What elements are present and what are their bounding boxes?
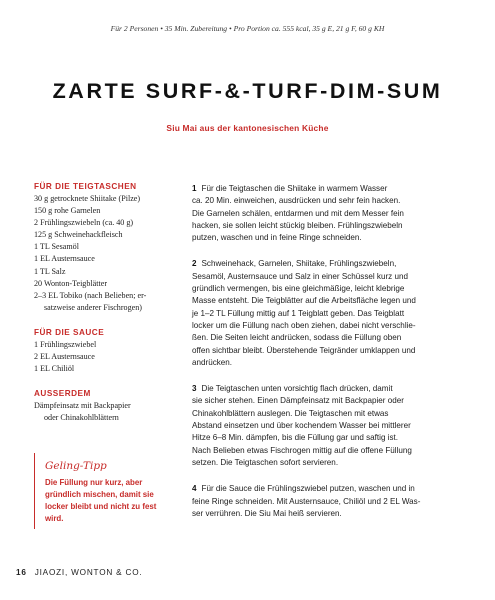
step-line: gründlich vermengen, bis eine gleichmäßige, leicht klebrige <box>192 284 405 294</box>
tip-line: gründlich mischen, damit sie <box>45 490 154 500</box>
step-line: hacken, sie sollen leicht stückig bleiben. Frühlingszwiebeln <box>192 220 403 230</box>
tip-line: Die Füllung nur kurz, aber <box>45 478 143 487</box>
step-line: Nach Belieben etwas Fischrogen mittig auf die offene Füllung <box>192 445 412 455</box>
step-line: andrücken. <box>192 357 233 367</box>
tip-text <box>45 477 181 525</box>
ingredient-item: 30 g getrocknete Shiitake (Pilze) <box>34 194 141 203</box>
tip-box <box>34 453 181 529</box>
ingredients-column <box>34 181 174 424</box>
recipe-subtitle: Siu Mai aus der kantonesischen Küche <box>166 123 329 133</box>
step-line: ser verrühren. Die Siu Mai heiß servieren. <box>192 508 342 518</box>
ingredient-item: 1 EL Chiliöl <box>34 364 75 374</box>
step-4 <box>192 483 464 520</box>
step-line: ßen. Die Seiten leicht andrücken, sodass die Füllung oben <box>192 333 402 343</box>
ingredient-item: 150 g rohe Garnelen <box>34 206 101 216</box>
tip-title: Geling-Tipp <box>45 460 107 472</box>
step-line: sie sicher stehen. Einen Dämpfeinsatz mit Backpapier oder <box>192 396 404 406</box>
ingredient-item: 125 g Schweinehackfleisch <box>34 230 123 240</box>
page-footer <box>16 568 142 577</box>
ingredient-list-sauce <box>34 339 174 375</box>
step-line: Masse entsteht. Die Teigblätter auf die Arbeitsfläche legen und <box>192 296 416 306</box>
step-line: je 1–2 TL Füllung mittig auf 1 Teigblatt geben. Das Teigblatt <box>192 308 405 318</box>
section-heading-sauce: FÜR DIE SAUCE <box>34 327 105 337</box>
step-line: Hitze 6–8 Min. dämpfen, bis die Füllung gar und saftig ist. <box>192 433 399 443</box>
step-line: Die Teigtaschen unten vorsichtig flach drücken, damit <box>201 384 393 394</box>
tip-line: locker bleibt und nicht zu fest <box>45 502 157 512</box>
ingredient-item: 2 Frühlingszwiebeln (ca. 40 g) <box>34 218 134 228</box>
step-line: Chinakohlblättern auslegen. Die Teigtaschen mit etwas <box>192 408 389 418</box>
step-line: Schweinehack, Garnelen, Shiitake, Frühlingszwiebeln, <box>201 259 397 269</box>
step-line: feine Ringe schneiden. Mit Austernsauce, Chiliöl und 2 EL Was- <box>192 496 421 506</box>
ingredient-item: oder Chinakohlblättern <box>44 413 119 423</box>
step-line: Für die Teigtaschen die Shiitake in warmem Wasser <box>201 184 388 193</box>
book-section-title: JIAOZI, WONTON & CO. <box>34 568 143 577</box>
step-3 <box>192 383 464 469</box>
step-number: 3 <box>192 384 197 394</box>
ingredient-item: 1 Frühlingszwiebel <box>34 339 97 349</box>
step-line: locker um die Füllung nach oben ziehen, dabei nicht verschlie- <box>192 320 416 330</box>
ingredient-item: 1 TL Salz <box>34 266 66 276</box>
tip-line: wird. <box>45 514 64 524</box>
section-heading-ausserdem: AUSSERDEM <box>34 389 91 399</box>
ingredient-item: 1 EL Austernsauce <box>34 254 95 264</box>
ingredient-item: 20 Wonton-Teigblätter <box>34 278 108 288</box>
step-line: offen sichtbar bleibt. Überstehende Teigränder umklappen und <box>192 345 416 355</box>
step-line: Für die Sauce die Frühlingszwiebel putzen, waschen und in <box>201 484 415 494</box>
recipe-meta: Für 2 Personen • 35 Min. Zubereitung • Pro Portion ca. 555 kcal, 35 g E, 21 g F, 60 g KH <box>110 24 385 33</box>
ingredient-list-ausserdem <box>34 400 174 424</box>
step-line: ca. 20 Min. einweichen, ausdrücken und sehr fein hacken. <box>192 196 401 206</box>
step-line: Abstand einsetzen und über kochendem Wasser bei mittlerer <box>192 421 411 431</box>
step-line: Die Garnelen schälen, entdarmen und mit dem Messer fein <box>192 208 404 218</box>
instructions-column <box>192 183 464 534</box>
step-2 <box>192 258 464 369</box>
step-number: 4 <box>192 484 197 494</box>
step-line: putzen, waschen und in feine Ringe schneiden. <box>192 233 362 243</box>
ingredient-item: Dämpfeinsatz mit Backpapier <box>34 401 131 411</box>
page-number: 16 <box>16 568 27 577</box>
step-line: Sesamöl, Austernsauce und Salz in einer Schüssel kurz und <box>192 271 408 281</box>
section-heading-teigtaschen: FÜR DIE TEIGTASCHEN <box>34 182 137 191</box>
step-number: 1 <box>192 184 197 193</box>
step-1 <box>192 183 464 244</box>
ingredient-item: 2–3 EL Tobiko (nach Belieben; er- <box>34 290 147 300</box>
ingredient-item: 1 TL Sesamöl <box>34 242 79 252</box>
recipe-title: ZARTE SURF-&-TURF-DIM-SUM <box>52 79 443 103</box>
ingredient-item: 2 EL Austernsauce <box>34 352 95 362</box>
ingredient-list-teigtaschen <box>34 193 174 314</box>
step-line: setzen. Die Teigtaschen sofort servieren. <box>192 457 339 467</box>
ingredient-item: satzweise anderer Fischrogen) <box>44 302 142 312</box>
step-number: 2 <box>192 259 197 269</box>
